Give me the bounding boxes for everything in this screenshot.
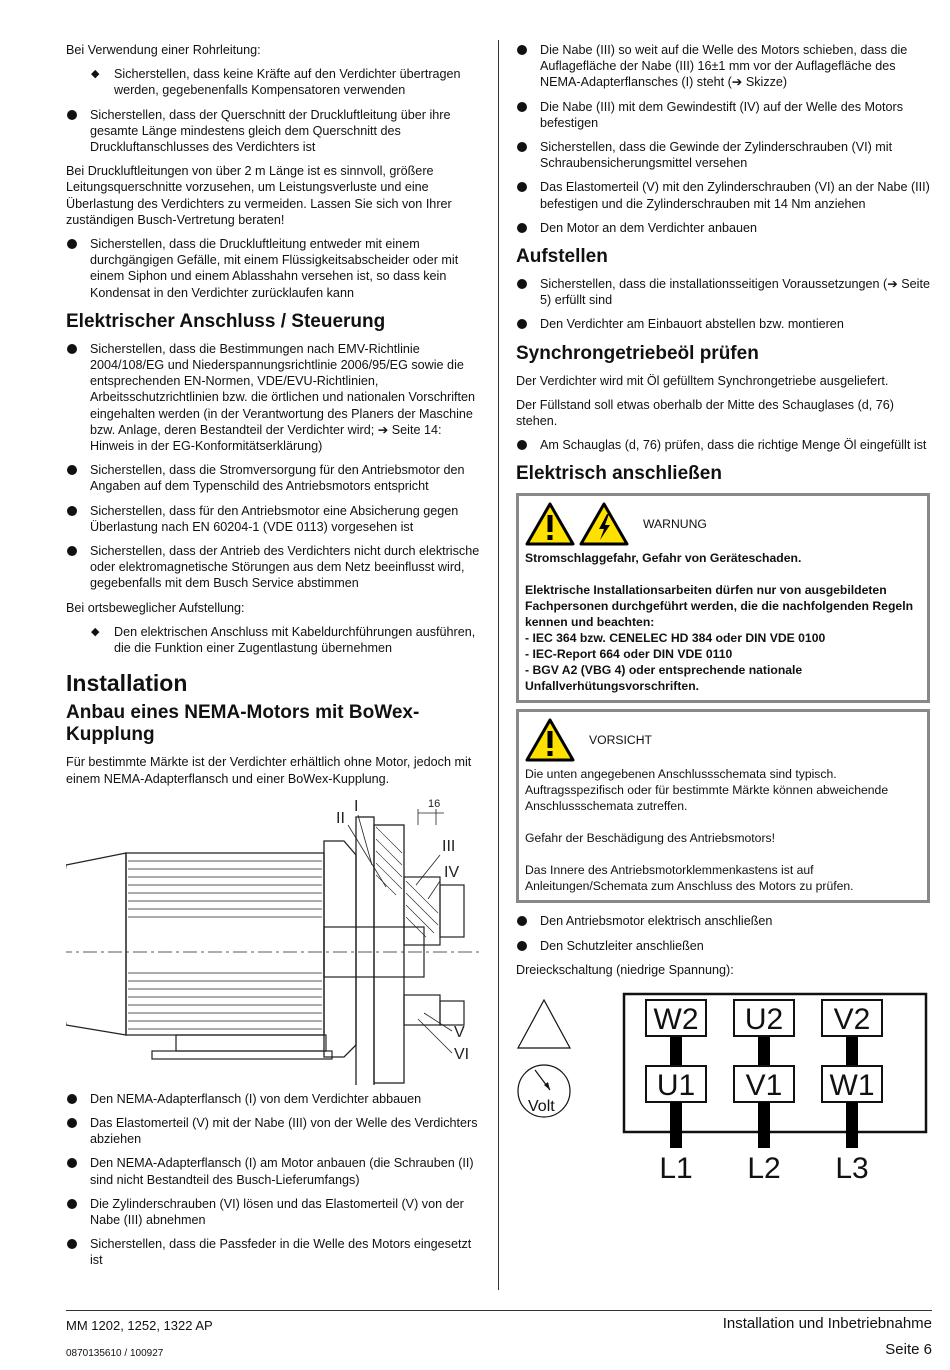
list-item: Den NEMA-Adapterflansch (I) am Motor anbauen (die Schrauben (II) sind nicht Bestandteil des Busch-Lieferumfangs) xyxy=(66,1155,482,1187)
oil-bullet-list xyxy=(516,437,930,453)
voltmeter-icon xyxy=(518,1065,570,1117)
heading-nema: Anbau eines NEMA-Motors mit BoWex-Kupplung xyxy=(66,702,420,746)
list-item: Das Elastomerteil (V) mit der Nabe (III) von der Welle des Verdichters abziehen xyxy=(66,1115,482,1147)
pipe-bullet-list xyxy=(66,107,482,156)
list-item: Sicherstellen, dass der Querschnitt der Druckluftleitung über ihre gesamte Länge mindestens gleich dem Querschnitt des Druckluftanschlusses des Verdichters ist xyxy=(66,107,482,156)
heading-setup: Aufstellen xyxy=(516,246,608,268)
right-column xyxy=(516,42,930,1186)
list-item: Sicherstellen, dass die Bestimmungen nach EMV-Richtlinie 2004/108/EG und Niederspannungsrichtlinie 2006/95/EG sowie die entsprechenden EN-Normen, VDE/EVU-Richtlinien, Arbeitsschutzrichtlinien bzw. die örtlichen und nationalen Vorschriften eingehalten werden (in der Verantwortung des Planers der Maschine bzw. Anlage, deren Bestandteil der Verdichter wird; ➔ Seite 14: Hinweis in der EG-Konformitätserklärung) xyxy=(66,341,482,454)
mobile-sub-list xyxy=(66,624,482,656)
warning-triangle-icon xyxy=(525,502,575,546)
setup-bullet-list xyxy=(516,276,930,333)
footer-page-number: Seite 6 xyxy=(885,1341,932,1358)
volt-label: Volt xyxy=(528,1098,555,1116)
pipe-sub-list xyxy=(66,66,482,98)
list-item: Sicherstellen, dass die Druckluftleitung entweder mit einem durchgängigen Gefälle, mit einem Flüssigkeitsabscheider oder mit einem Siphon und einem Ablasshahn versehen ist, so dass kein Kondensat in den Verdichter zurücklaufen kann xyxy=(66,236,482,301)
caution-text-1: Die unten angegebenen Anschlussschemata sind typisch. Auftragsspezifisch oder für bestimmte Märkte können abweichende Anschlussschemata zutreffen. xyxy=(525,767,889,814)
pipe-intro: Bei Verwendung einer Rohrleitung: xyxy=(66,43,261,57)
pipe-bullet-list-2 xyxy=(66,236,482,301)
electric-hazard-icon xyxy=(579,502,629,546)
footer-doc-number: 0870135610 / 100927 xyxy=(66,1348,164,1359)
label-V: V xyxy=(454,1023,465,1041)
warning-header xyxy=(525,502,921,546)
caution-triangle-icon xyxy=(525,718,575,762)
heading-electric: Elektrischer Anschluss / Steuerung xyxy=(66,310,386,332)
list-item: Sicherstellen, dass die Passfeder in die Welle des Motors eingesetzt ist xyxy=(66,1236,482,1268)
footer-models: MM 1202, 1252, 1322 AP xyxy=(66,1318,213,1333)
hub-bullet-list xyxy=(516,42,930,236)
delta-label: Dreieckschaltung (niedrige Spannung): xyxy=(516,962,734,977)
list-item: Die Zylinderschrauben (VI) lösen und das Elastomerteil (V) von der Nabe (III) abnehmen xyxy=(66,1196,482,1228)
list-item: ◆ Den elektrischen Anschluss mit Kabeldurchführungen ausführen, die die Funktion einer Zugentlastung übernehmen xyxy=(90,624,482,656)
terminal-v1: V1 xyxy=(745,1069,783,1103)
heading-installation: Installation xyxy=(66,670,188,697)
nema-bullet-list xyxy=(66,1091,482,1269)
warning-signal-word: WARNUNG xyxy=(643,517,707,532)
label-II: II xyxy=(336,809,345,827)
warning-text: Elektrische Installationsarbeiten dürfen nur von ausgebildeten Fachpersonen durchgeführt werden, die die nachfolgenden Regeln kennen und beachten: xyxy=(525,583,914,630)
nema-paragraph: Für bestimmte Märkte ist der Verdichter erhältlich ohne Motor, jedoch mit einem NEMA-Adapterflansch und einer BoWex-Kupplung. xyxy=(66,755,472,786)
list-item: Sicherstellen, dass die Gewinde der Zylinderschrauben (VI) mit Schraubensicherungsmittel versehen xyxy=(516,139,930,171)
oil-paragraph-1: Der Verdichter wird mit Öl gefülltem Synchrongetriebe ausgeliefert. xyxy=(516,373,889,388)
caution-text-3: Das Innere des Antriebsmotorklemmenkastens ist auf Anleitungen/Schemata zum Anschluss des Motors zu prüfen. xyxy=(525,863,854,894)
line-l2: L2 xyxy=(747,1152,781,1186)
terminal-v2: V2 xyxy=(833,1003,871,1037)
pipe-long-paragraph: Bei Druckluftleitungen von über 2 m Länge ist es sinnvoll, größere Leitungsquerschnitte vorzusehen, um Leistungsverluste und eine Überlastung des Verdichters zu vermeiden. Lassen Sie sich von Ihrer zuständigen Busch-Vertretung beraten! xyxy=(66,164,452,227)
line-l1: L1 xyxy=(659,1152,693,1186)
warning-hazard: Stromschlaggefahr, Gefahr von Geräteschaden. xyxy=(525,551,802,566)
electric-bullet-list xyxy=(66,341,482,592)
caution-signal-word: VORSICHT xyxy=(589,733,652,748)
heading-oil: Synchrongetriebeöl prüfen xyxy=(516,342,759,364)
label-III: III xyxy=(442,837,456,855)
terminal-u2: U2 xyxy=(744,1003,784,1037)
connect-bullet-list xyxy=(516,913,930,953)
label-dim-16: 16 xyxy=(428,797,441,810)
label-VI: VI xyxy=(454,1045,470,1063)
list-item: Sicherstellen, dass die Stromversorgung für den Antriebsmotor den Angaben auf dem Typenschild des Antriebsmotors entspricht xyxy=(66,462,482,494)
list-item: Den Verdichter am Einbauort abstellen bzw. montieren xyxy=(516,316,930,332)
list-item: Die Nabe (III) mit dem Gewindestift (IV) auf der Welle des Motors befestigen xyxy=(516,99,930,131)
terminal-u1: U1 xyxy=(656,1069,696,1103)
footer-rule xyxy=(66,1310,932,1311)
column-divider xyxy=(498,40,499,1290)
list-item: Den Antriebsmotor elektrisch anschließen xyxy=(516,913,930,929)
label-I: I xyxy=(354,797,359,815)
list-item: Den NEMA-Adapterflansch (I) von dem Verdichter abbauen xyxy=(66,1091,482,1107)
warning-rule: - BGV A2 (VBG 4) oder entsprechende nationale Unfallverhütungsvorschriften. xyxy=(525,663,803,694)
list-item: Den Schutzleiter anschließen xyxy=(516,938,930,954)
list-item: ◆ Sicherstellen, dass keine Kräfte auf den Verdichter übertragen werden, gegebenenfalls Kompensatoren verwenden xyxy=(90,66,482,98)
heading-electric-connect: Elektrisch anschließen xyxy=(516,463,722,485)
caution-header xyxy=(525,718,921,762)
left-column xyxy=(66,42,482,1277)
line-l3: L3 xyxy=(835,1152,869,1186)
list-item: Das Elastomerteil (V) mit den Zylinderschrauben (VI) an der Nabe (III) befestigen und die Zylinderschrauben mit 14 Nm anziehen xyxy=(516,179,930,211)
delta-wiring-diagram xyxy=(516,986,930,1186)
list-item: Sicherstellen, dass für den Antriebsmotor eine Absicherung gegen Überlastung nach EN 60204-1 (VDE 0113) vorgesehen ist xyxy=(66,503,482,535)
list-item: Sicherstellen, dass der Antrieb des Verdichters nicht durch elektrische oder elektromagnetische Störungen aus dem Netz beeinflusst wird, gegebenfalls mit dem Busch Service abstimmen xyxy=(66,543,482,592)
warning-box xyxy=(516,493,930,703)
list-item: Sicherstellen, dass die installationsseitigen Voraussetzungen (➔ Seite 5) erfüllt sind xyxy=(516,276,930,308)
oil-paragraph-2: Der Füllstand soll etwas oberhalb der Mitte des Schauglases (d, 76) stehen. xyxy=(516,397,895,429)
mobile-intro: Bei ortsbeweglicher Aufstellung: xyxy=(66,600,245,615)
terminal-w1: W1 xyxy=(829,1069,875,1103)
list-item: Die Nabe (III) so weit auf die Welle des Motors schieben, dass die Auflagefläche der Nabe (III) 16±1 mm vor der Auflagefläche des NEMA-Adapterflansches (I) steht (➔ Skizze) xyxy=(516,42,930,91)
coupling-drawing xyxy=(66,795,482,1085)
caution-text-2: Gefahr der Beschädigung des Antriebsmotors! xyxy=(525,831,775,846)
label-IV: IV xyxy=(444,863,460,881)
list-item: Am Schauglas (d, 76) prüfen, dass die richtige Menge Öl eingefüllt ist xyxy=(516,437,930,453)
caution-box xyxy=(516,709,930,903)
warning-rule: - IEC-Report 664 oder DIN VDE 0110 xyxy=(525,647,733,662)
terminal-w2: W2 xyxy=(653,1003,699,1037)
warning-rule: - IEC 364 bzw. CENELEC HD 384 oder DIN VDE 0100 xyxy=(525,631,826,646)
delta-triangle-icon xyxy=(518,1000,570,1048)
list-item: Den Motor an dem Verdichter anbauen xyxy=(516,220,930,236)
footer-section: Installation und Inbetriebnahme xyxy=(722,1315,932,1332)
